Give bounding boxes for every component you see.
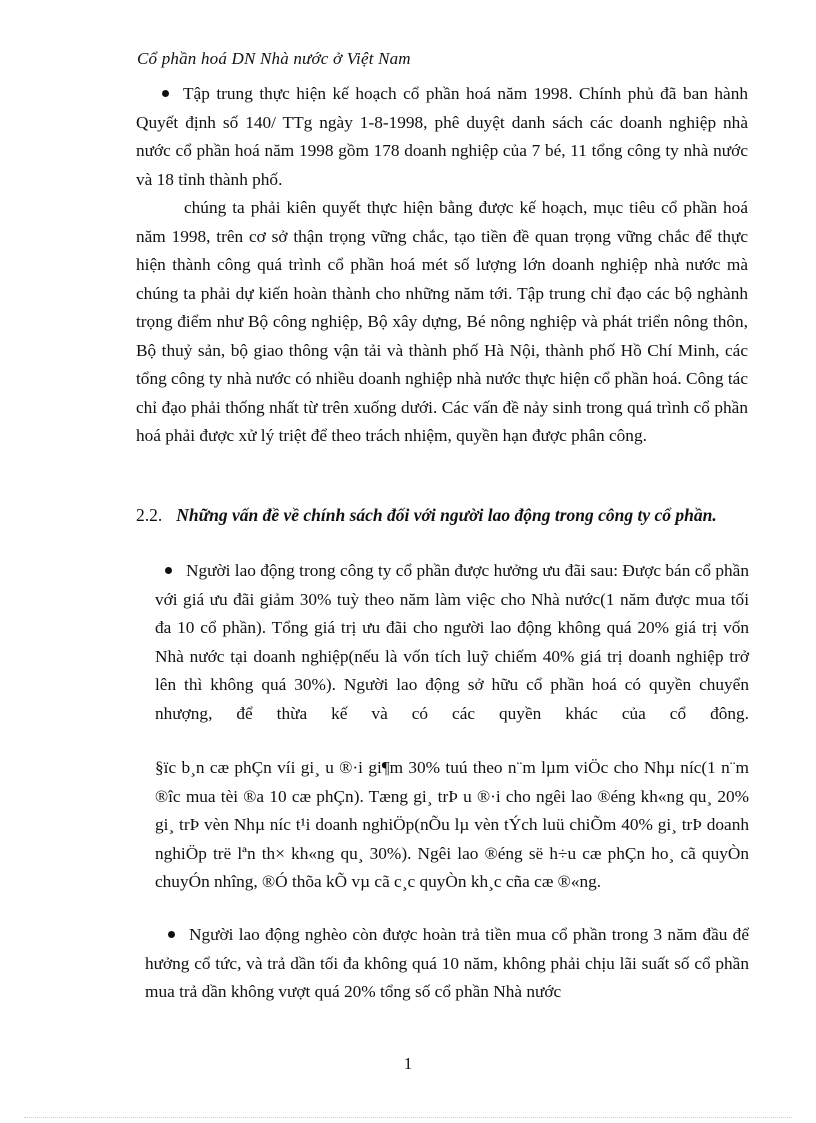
bullet-icon [162,90,169,97]
running-header: Cổ phần hoá DN Nhà nước ở Việt Nam [137,49,411,68]
paragraph-text: Người lao động nghèo còn được hoàn trả tiền mua cổ phần trong 3 năm đầu để hưởng cổ tức, và trả dần tối đa không quá 10 năm, không phải chịu lãi suất số cổ phần mua trả dần không vượt quá 20% tổng số cổ phần Nhà nước [145,925,749,1001]
page-number: 1 [403,1054,413,1073]
paragraph-text: Người lao động trong công ty cổ phần được hưởng ưu đãi sau: Được bán cổ phần với giá ưu đãi giảm 30% tuỳ theo năm làm việc cho Nhà nước(1 năm được mua tối đa 10 cổ phần). Tổng giá trị ưu đãi cho người lao động không quá 20% giá trị vốn Nhà nước tại doanh nghiệp(nếu là vốn tích luỹ chiếm 40% giá trị doanh nghiệp trở lên thì không quá 30%). Người lao động sở hữu cổ phần hoá có quyền chuyển nhượng, để thừa kế và có các quyền khác của cổ đông. [155,561,749,723]
bullet-paragraph-worker-benefits [155,557,749,728]
section-title: Những vấn đề về chính sách đối với người lao động trong công ty cổ phần. [176,505,717,525]
page-divider [24,1117,792,1118]
paragraph-legacy-encoding: §ïc b¸n cæ phÇn víi gi¸ u ®·i gi¶m 30% tuú theo n¨m lµm viÖc cho Nhµ níc(1 n¨m ®îc mua tèi ®a 10 cæ phÇn). Tæng gi¸ trÞ u ®·i cho ngêi lao ®éng kh«ng qu¸ 20% gi¸ trÞ vèn Nhµ níc t¹i doanh nghiÖp(nÕu lµ vèn tÝch luü chiÕm 40% gi¸ trÞ doanh nghiÖp trë lªn th× kh«ng qu¸ 30%). Ngêi lao ®éng së h÷u cæ phÇn ho¸ cã quyÒn chuyÓn nhîng, ®Ó thõa kÕ vµ cã c¸c quyÒn kh¸c cña cæ ®«ng. [155,758,749,891]
bullet-paragraph-plan-1998 [136,80,748,194]
paragraph-implementation: chúng ta phải kiên quyết thực hiện bằng được kế hoạch, mục tiêu cổ phần hoá năm 1998, trên cơ sở thận trọng vững chắc, tạo tiền đề quan trọng vững chắc để thực hiện thành công quá trình cổ phần hoá mét số lượng lớn doanh nghiệp nhà nước mà chúng ta phải dự kiến hoàn thành cho những năm tới. Tập trung chỉ đạo các bộ nghành trọng điểm như Bộ công nghiệp, Bộ xây dựng, Bé nông nghiệp và phát triển nông thôn, Bộ thuỷ sản, bộ giao thông vận tải và thành phố Hà Nội, thành phố Hồ Chí Minh, các tổng công ty nhà nước có nhiều doanh nghiệp nhà nước thực hiện cổ phần hoá. Công tác chỉ đạo phải thống nhất từ trên xuống dưới. Các vấn đề nảy sinh trong quá trình cổ phần hoá phải được xử lý triệt để theo trách nhiệm, quyền hạn được phân công. [136,198,748,445]
bullet-icon [168,931,175,938]
bullet-paragraph-poor-workers [145,921,749,1007]
paragraph-text: Tập trung thực hiện kế hoạch cổ phần hoá năm 1998. Chính phủ đã ban hành Quyết định số 140/ TTg ngày 1-8-1998, phê duyệt danh sách các doanh nghiệp nhà nước cổ phần hoá năm 1998 gồm 178 doanh nghiệp của 7 bé, 11 tổng công ty nhà nước và 18 tỉnh thành phố. [136,84,748,189]
section-number: 2.2. [136,505,163,525]
section-heading [136,501,748,529]
bullet-icon [165,567,172,574]
